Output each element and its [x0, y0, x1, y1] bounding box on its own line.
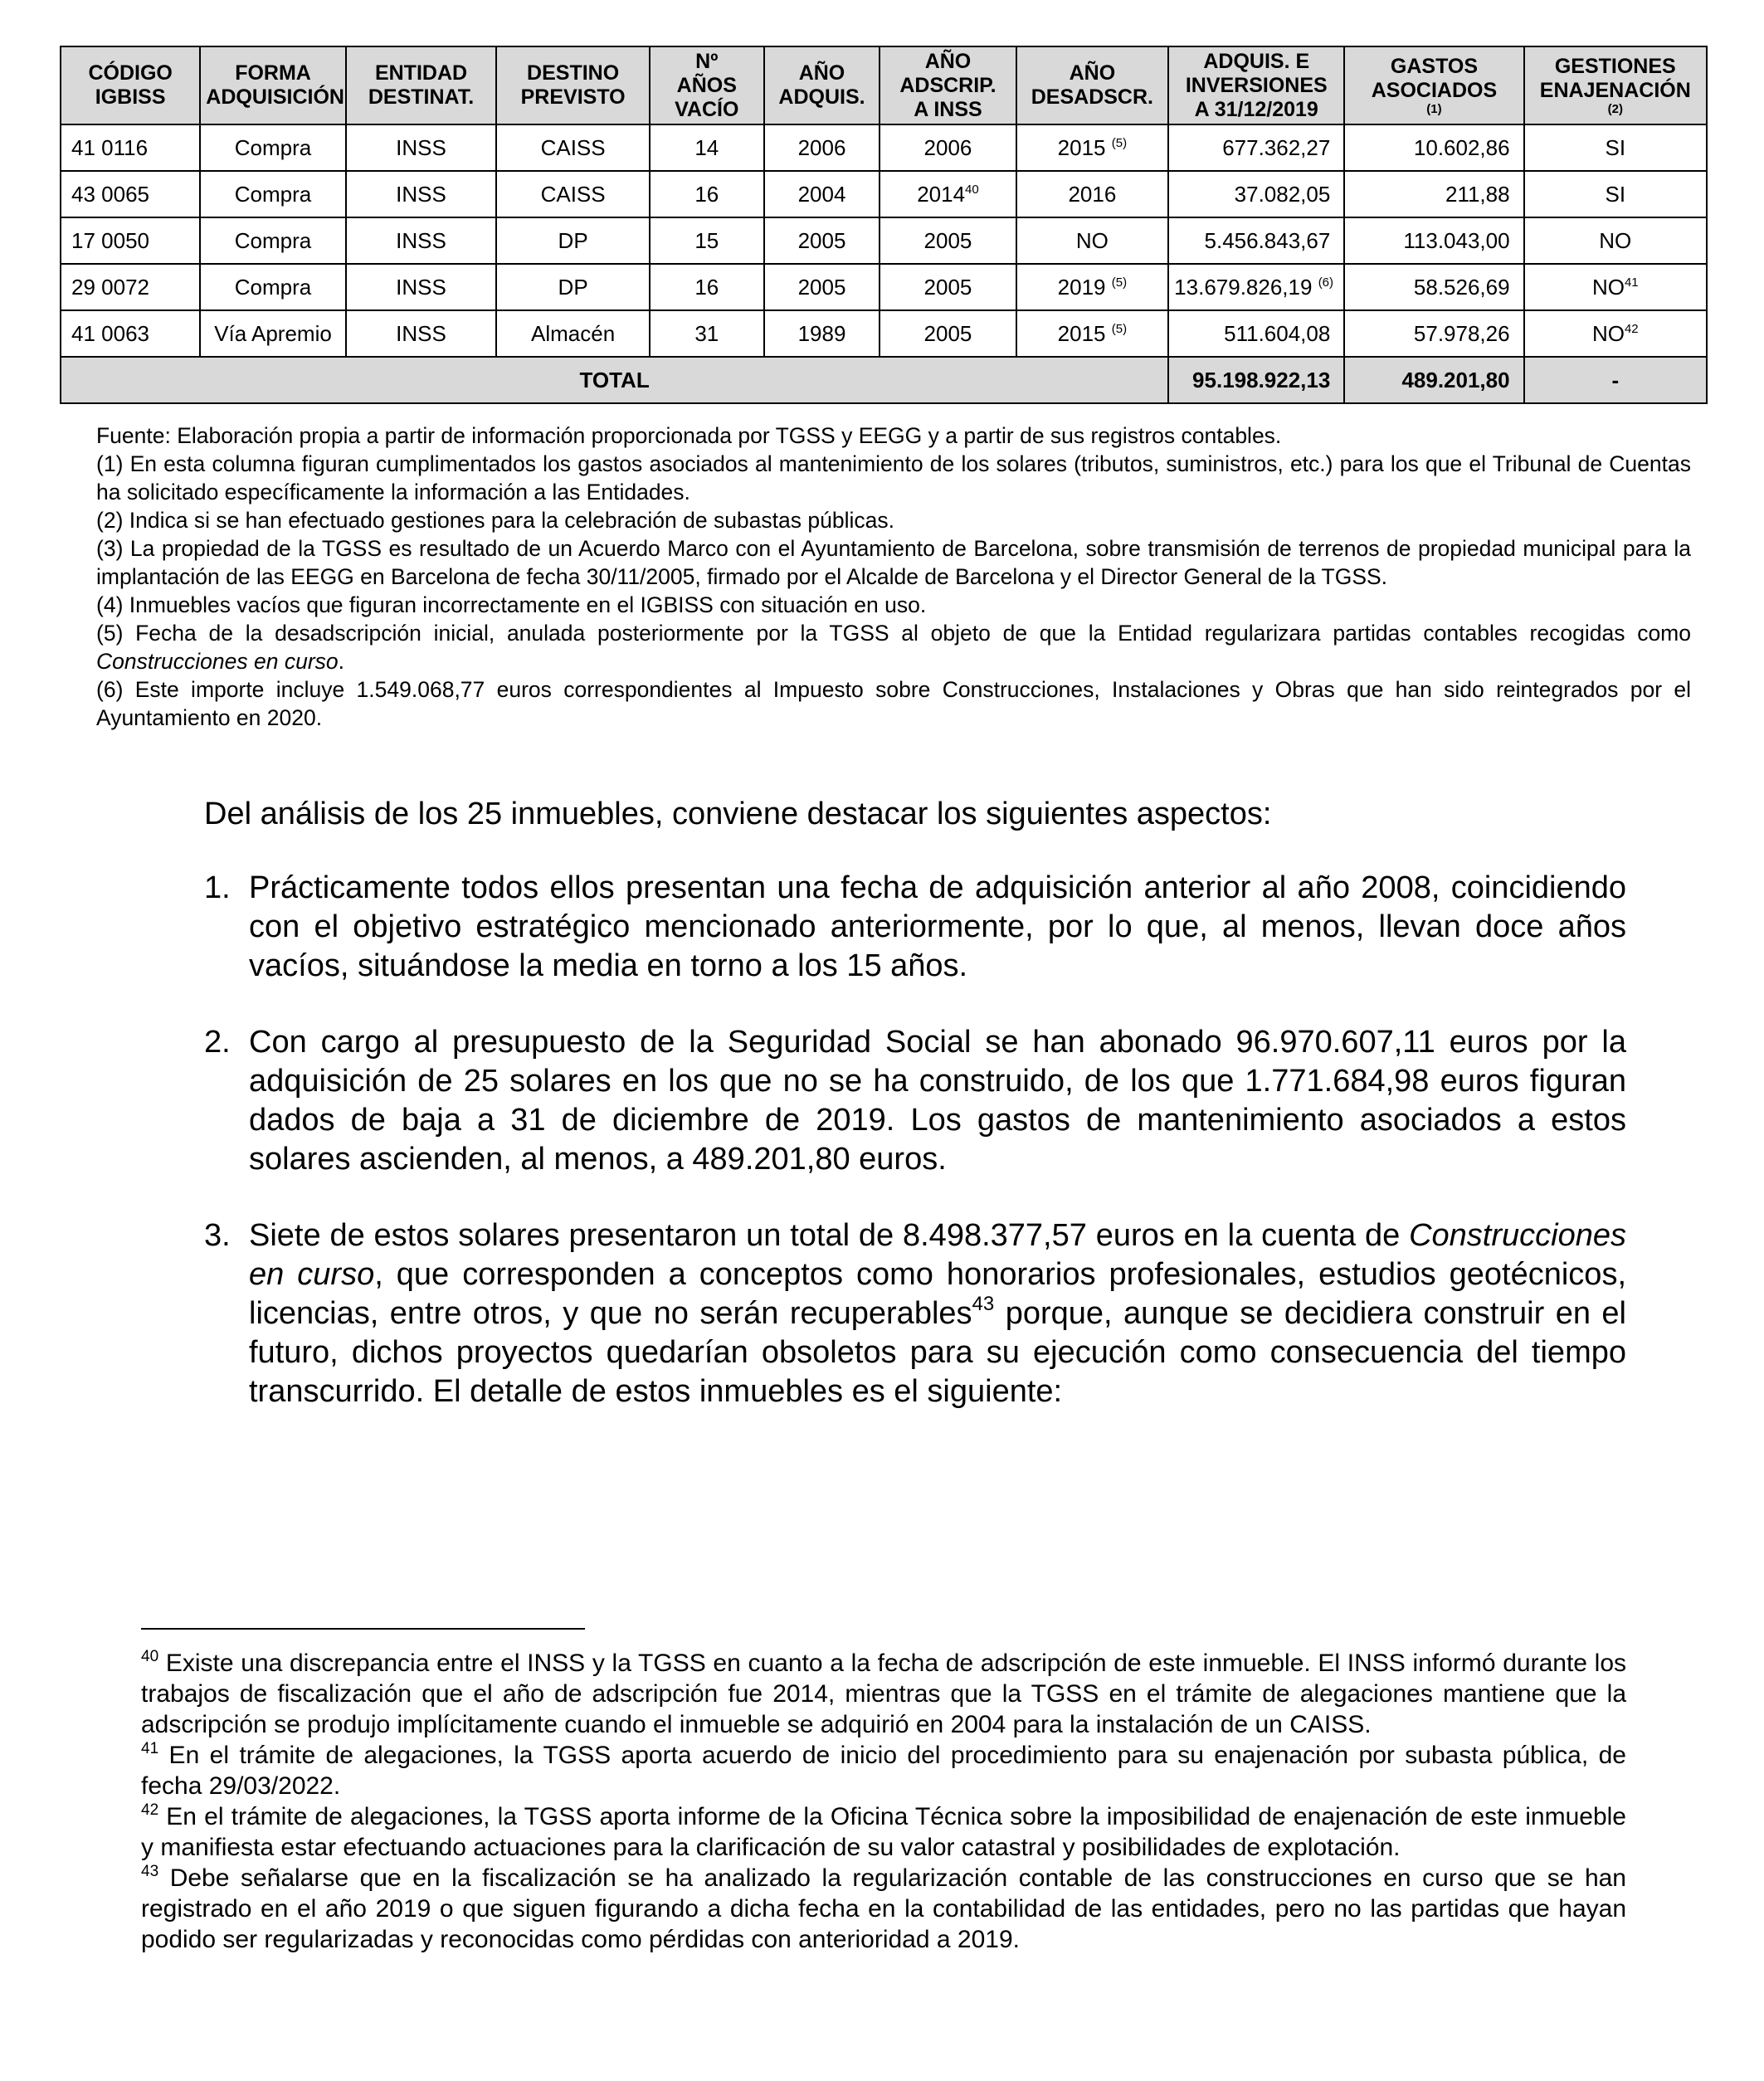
table-total-row — [61, 357, 1707, 403]
header-ano-desadscr: AÑO DESADSCR. — [1016, 46, 1169, 124]
cell-gestiones: SI — [1524, 171, 1707, 217]
cell-codigo: 41 0063 — [61, 310, 200, 357]
cell-ano-adscrip: 2005 — [880, 264, 1016, 310]
note-6: (6) Este importe incluye 1.549.068,77 euros correspondientes al Impuesto sobre Construcciones, Instalaciones y Obras que han sido reintegrados por el Ayuntamiento en 2020. — [96, 677, 1691, 730]
cell-destino: CAISS — [496, 124, 650, 171]
footnote-40: $^{40}$ Existe una discrepancia entre el INSS y la TGSS en cuanto a la fecha de adscripción de este inmueble. El INSS informó durante los trabajos de fiscalización que el año de adscripción fue 2014, mientras que la TGSS en el trámite de alegaciones mantiene que la adscripción se produjo implícitamente cuando el inmueble se adquirió en 2004 para la instalación de un CAISS. — [141, 1648, 1626, 1738]
cell-ano-desadscr: 2019 $^{(5)}$ — [1016, 264, 1169, 310]
cell-gestiones: NO — [1524, 217, 1707, 264]
cell-superscript: (5) — [1111, 135, 1128, 150]
cell-destino: DP — [496, 217, 650, 264]
note-1: (1) En esta columna figuran cumplimentados los gastos asociados al mantenimiento de los solares (tributos, suministros, etc.) para los que el Tribunal de Cuentas ha solicitado específicamente la información a las Entidades. — [96, 451, 1691, 504]
cell-adquis-inversiones: 5.456.843,67 — [1168, 217, 1344, 264]
cell-forma: Compra — [200, 264, 345, 310]
cell-forma: Vía Apremio — [200, 310, 345, 357]
footnote-42: $^{42}$ En el trámite de alegaciones, la TGSS aporta informe de la Oficina Técnica sobre la imposibilidad de enajenación de este inmueble y manifiesta estar efectuando actuaciones para la clarificación de su valor catastral y posibilidades de explotación. — [141, 1801, 1626, 1861]
cell-codigo: 29 0072 — [61, 264, 200, 310]
footnotes — [141, 1648, 1626, 1955]
cell-adquis-inversiones: 37.082,05 — [1168, 171, 1344, 217]
cell-ano-adquis: 2006 — [764, 124, 880, 171]
cell-superscript: (5) — [1111, 321, 1128, 336]
cell-adquis-inversiones: 511.604,08 — [1168, 310, 1344, 357]
cell-ano-adscrip: 2005 — [880, 217, 1016, 264]
cell-ano-adquis: 2004 — [764, 171, 880, 217]
header-entidad: ENTIDAD DESTINAT. — [346, 46, 497, 124]
cell-entidad: INSS — [346, 171, 497, 217]
table-row — [61, 264, 1707, 310]
list-item: 3. Siete de estos solares presentaron un total de 8.498.377,57 euros en la cuenta de Construcciones en curso, que corresponden a conceptos como honorarios profesionales, estudios geotécnicos, licencias, entre otros, y que no serán recuperables$^{43}$ porque, aunque se decidiera construir en el futuro, dichos proyectos quedarían obsoletos para su ejecución como consecuencia del tiempo transcurrido. El detalle de estos inmuebles es el siguiente: — [204, 1218, 1627, 1409]
footnote-41: $^{41}$ En el trámite de alegaciones, la TGSS aporta acuerdo de inicio del procedimiento para su enajenación por subasta pública, de fecha 29/03/2022. — [141, 1740, 1626, 1800]
table-row — [61, 217, 1707, 264]
header-gastos-note: (1) — [1426, 102, 1442, 116]
cell-adquis-inversiones: 13.679.826,19 $^{(6)}$ — [1168, 264, 1344, 310]
header-forma: FORMA ADQUISICIÓN — [200, 46, 345, 124]
header-ano-adquis: AÑO ADQUIS. — [764, 46, 880, 124]
cell-gestiones: NO$^{41}$ — [1524, 264, 1707, 310]
header-adquis-inversiones: ADQUIS. E INVERSIONES A 31/12/2019 — [1168, 46, 1344, 124]
cell-ano-adscrip: 2014$^{40}$ — [880, 171, 1016, 217]
cell-gastos: 113.043,00 — [1344, 217, 1523, 264]
header-destino: DESTINO PREVISTO — [496, 46, 650, 124]
intro-paragraph: Del análisis de los 25 inmuebles, conviene destacar los siguientes aspectos: — [204, 797, 1272, 831]
total-gastos: 489.201,80 — [1344, 357, 1523, 403]
note-source: Fuente: Elaboración propia a partir de información proporcionada por TGSS y EEGG y a partir de sus registros contables. — [96, 423, 1282, 448]
footnote-43: $^{43}$ Debe señalarse que en la fiscalización se ha analizado la regularización contable de las construcciones en curso que se han registrado en el año 2019 o que siguen figurando a dicha fecha en la contabilidad de las entidades, pero no las partidas que hayan podido ser regularizadas y reconocidas como pérdidas con anterioridad a 2019. — [141, 1863, 1626, 1953]
cell-ano-adquis: 1989 — [764, 310, 880, 357]
cell-gastos: 57.978,26 — [1344, 310, 1523, 357]
table-row — [61, 171, 1707, 217]
cell-superscript: 41 — [1624, 275, 1639, 290]
header-gastos: GASTOS ASOCIADOS (1) — [1344, 46, 1523, 124]
cell-forma: Compra — [200, 124, 345, 171]
body-text — [204, 795, 1626, 1449]
cell-gastos: 211,88 — [1344, 171, 1523, 217]
cell-anos-vacio: 15 — [650, 217, 764, 264]
cell-superscript: (5) — [1111, 275, 1128, 290]
cell-ano-desadscr: 2015 $^{(5)}$ — [1016, 124, 1169, 171]
cell-gestiones: SI — [1524, 124, 1707, 171]
cell-ano-adscrip: 2006 — [880, 124, 1016, 171]
total-label: TOTAL — [61, 357, 1168, 403]
cell-entidad: INSS — [346, 310, 497, 357]
cell-destino: CAISS — [496, 171, 650, 217]
cell-anos-vacio: 16 — [650, 264, 764, 310]
header-codigo: CÓDIGO IGBISS — [61, 46, 200, 124]
cell-forma: Compra — [200, 217, 345, 264]
cell-ano-desadscr: 2016 — [1016, 171, 1169, 217]
cell-anos-vacio: 16 — [650, 171, 764, 217]
findings-list — [204, 869, 1626, 1411]
note-2: (2) Indica si se han efectuado gestiones para la celebración de subastas públicas. — [96, 508, 894, 533]
header-gestiones-note: (2) — [1607, 102, 1623, 116]
header-gestiones: GESTIONES ENAJENACIÓN (2) — [1524, 46, 1707, 124]
header-ano-adscrip: AÑO ADSCRIP. A INSS — [880, 46, 1016, 124]
properties-table — [60, 46, 1708, 404]
cell-forma: Compra — [200, 171, 345, 217]
cell-superscript: 42 — [1624, 321, 1639, 336]
list-item: 2. Con cargo al presupuesto de la Seguridad Social se han abonado 96.970.607,11 euros por la adquisición de 25 solares en los que no se ha construido, de los que 1.771.684,98 euros figuran dados de baja a 31 de diciembre de 2019. Los gastos de mantenimiento asociados a estos solares ascienden, al menos, a 489.201,80 euros. — [204, 1025, 1626, 1177]
list-item: 1. Prácticamente todos ellos presentan una fecha de adquisición anterior al año 2008, coincidiendo con el objetivo estratégico mencionado anteriormente, por lo que, al menos, llevan doce años vacíos, situándose la media en torno a los 15 años. — [204, 870, 1626, 983]
cell-entidad: INSS — [346, 124, 497, 171]
header-anos-vacio: Nº AÑOS VACÍO — [650, 46, 764, 124]
cell-gastos: 58.526,69 — [1344, 264, 1523, 310]
total-adquis-inversiones: 95.198.922,13 — [1168, 357, 1344, 403]
footnote-ref-43[interactable]: 43 — [972, 1293, 995, 1315]
cell-superscript: (6) — [1318, 275, 1334, 290]
cell-gestiones: NO$^{42}$ — [1524, 310, 1707, 357]
note-4: (4) Inmuebles vacíos que figuran incorrectamente en el IGBISS con situación en uso. — [96, 592, 927, 617]
total-gestiones: - — [1524, 357, 1707, 403]
cell-gastos: 10.602,86 — [1344, 124, 1523, 171]
cell-ano-adquis: 2005 — [764, 217, 880, 264]
cell-superscript: 40 — [965, 182, 979, 197]
cell-destino: DP — [496, 264, 650, 310]
cell-destino: Almacén — [496, 310, 650, 357]
cell-codigo: 17 0050 — [61, 217, 200, 264]
table-row — [61, 124, 1707, 171]
cell-entidad: INSS — [346, 217, 497, 264]
cell-codigo: 43 0065 — [61, 171, 200, 217]
note-5: (5) Fecha de la desadscripción inicial, anulada posteriormente por la TGSS al objeto de que la Entidad regularizara partidas contables recogidas como Construcciones en curso. — [96, 621, 1691, 674]
table-row — [61, 310, 1707, 357]
table-notes — [96, 422, 1691, 732]
note-3: (3) La propiedad de la TGSS es resultado de un Acuerdo Marco con el Ayuntamiento de Barcelona, sobre transmisión de terrenos de propiedad municipal para la implantación de las EEGG en Barcelona de fecha 30/11/2005, firmado por el Alcalde de Barcelona y el Director General de la TGSS. — [96, 536, 1691, 589]
cell-codigo: 41 0116 — [61, 124, 200, 171]
footnote-separator — [141, 1628, 585, 1630]
cell-ano-desadscr: NO — [1016, 217, 1169, 264]
cell-ano-adscrip: 2005 — [880, 310, 1016, 357]
cell-entidad: INSS — [346, 264, 497, 310]
cell-anos-vacio: 14 — [650, 124, 764, 171]
table-header-row — [61, 46, 1707, 124]
cell-adquis-inversiones: 677.362,27 — [1168, 124, 1344, 171]
cell-ano-adquis: 2005 — [764, 264, 880, 310]
cell-ano-desadscr: 2015 $^{(5)}$ — [1016, 310, 1169, 357]
cell-anos-vacio: 31 — [650, 310, 764, 357]
